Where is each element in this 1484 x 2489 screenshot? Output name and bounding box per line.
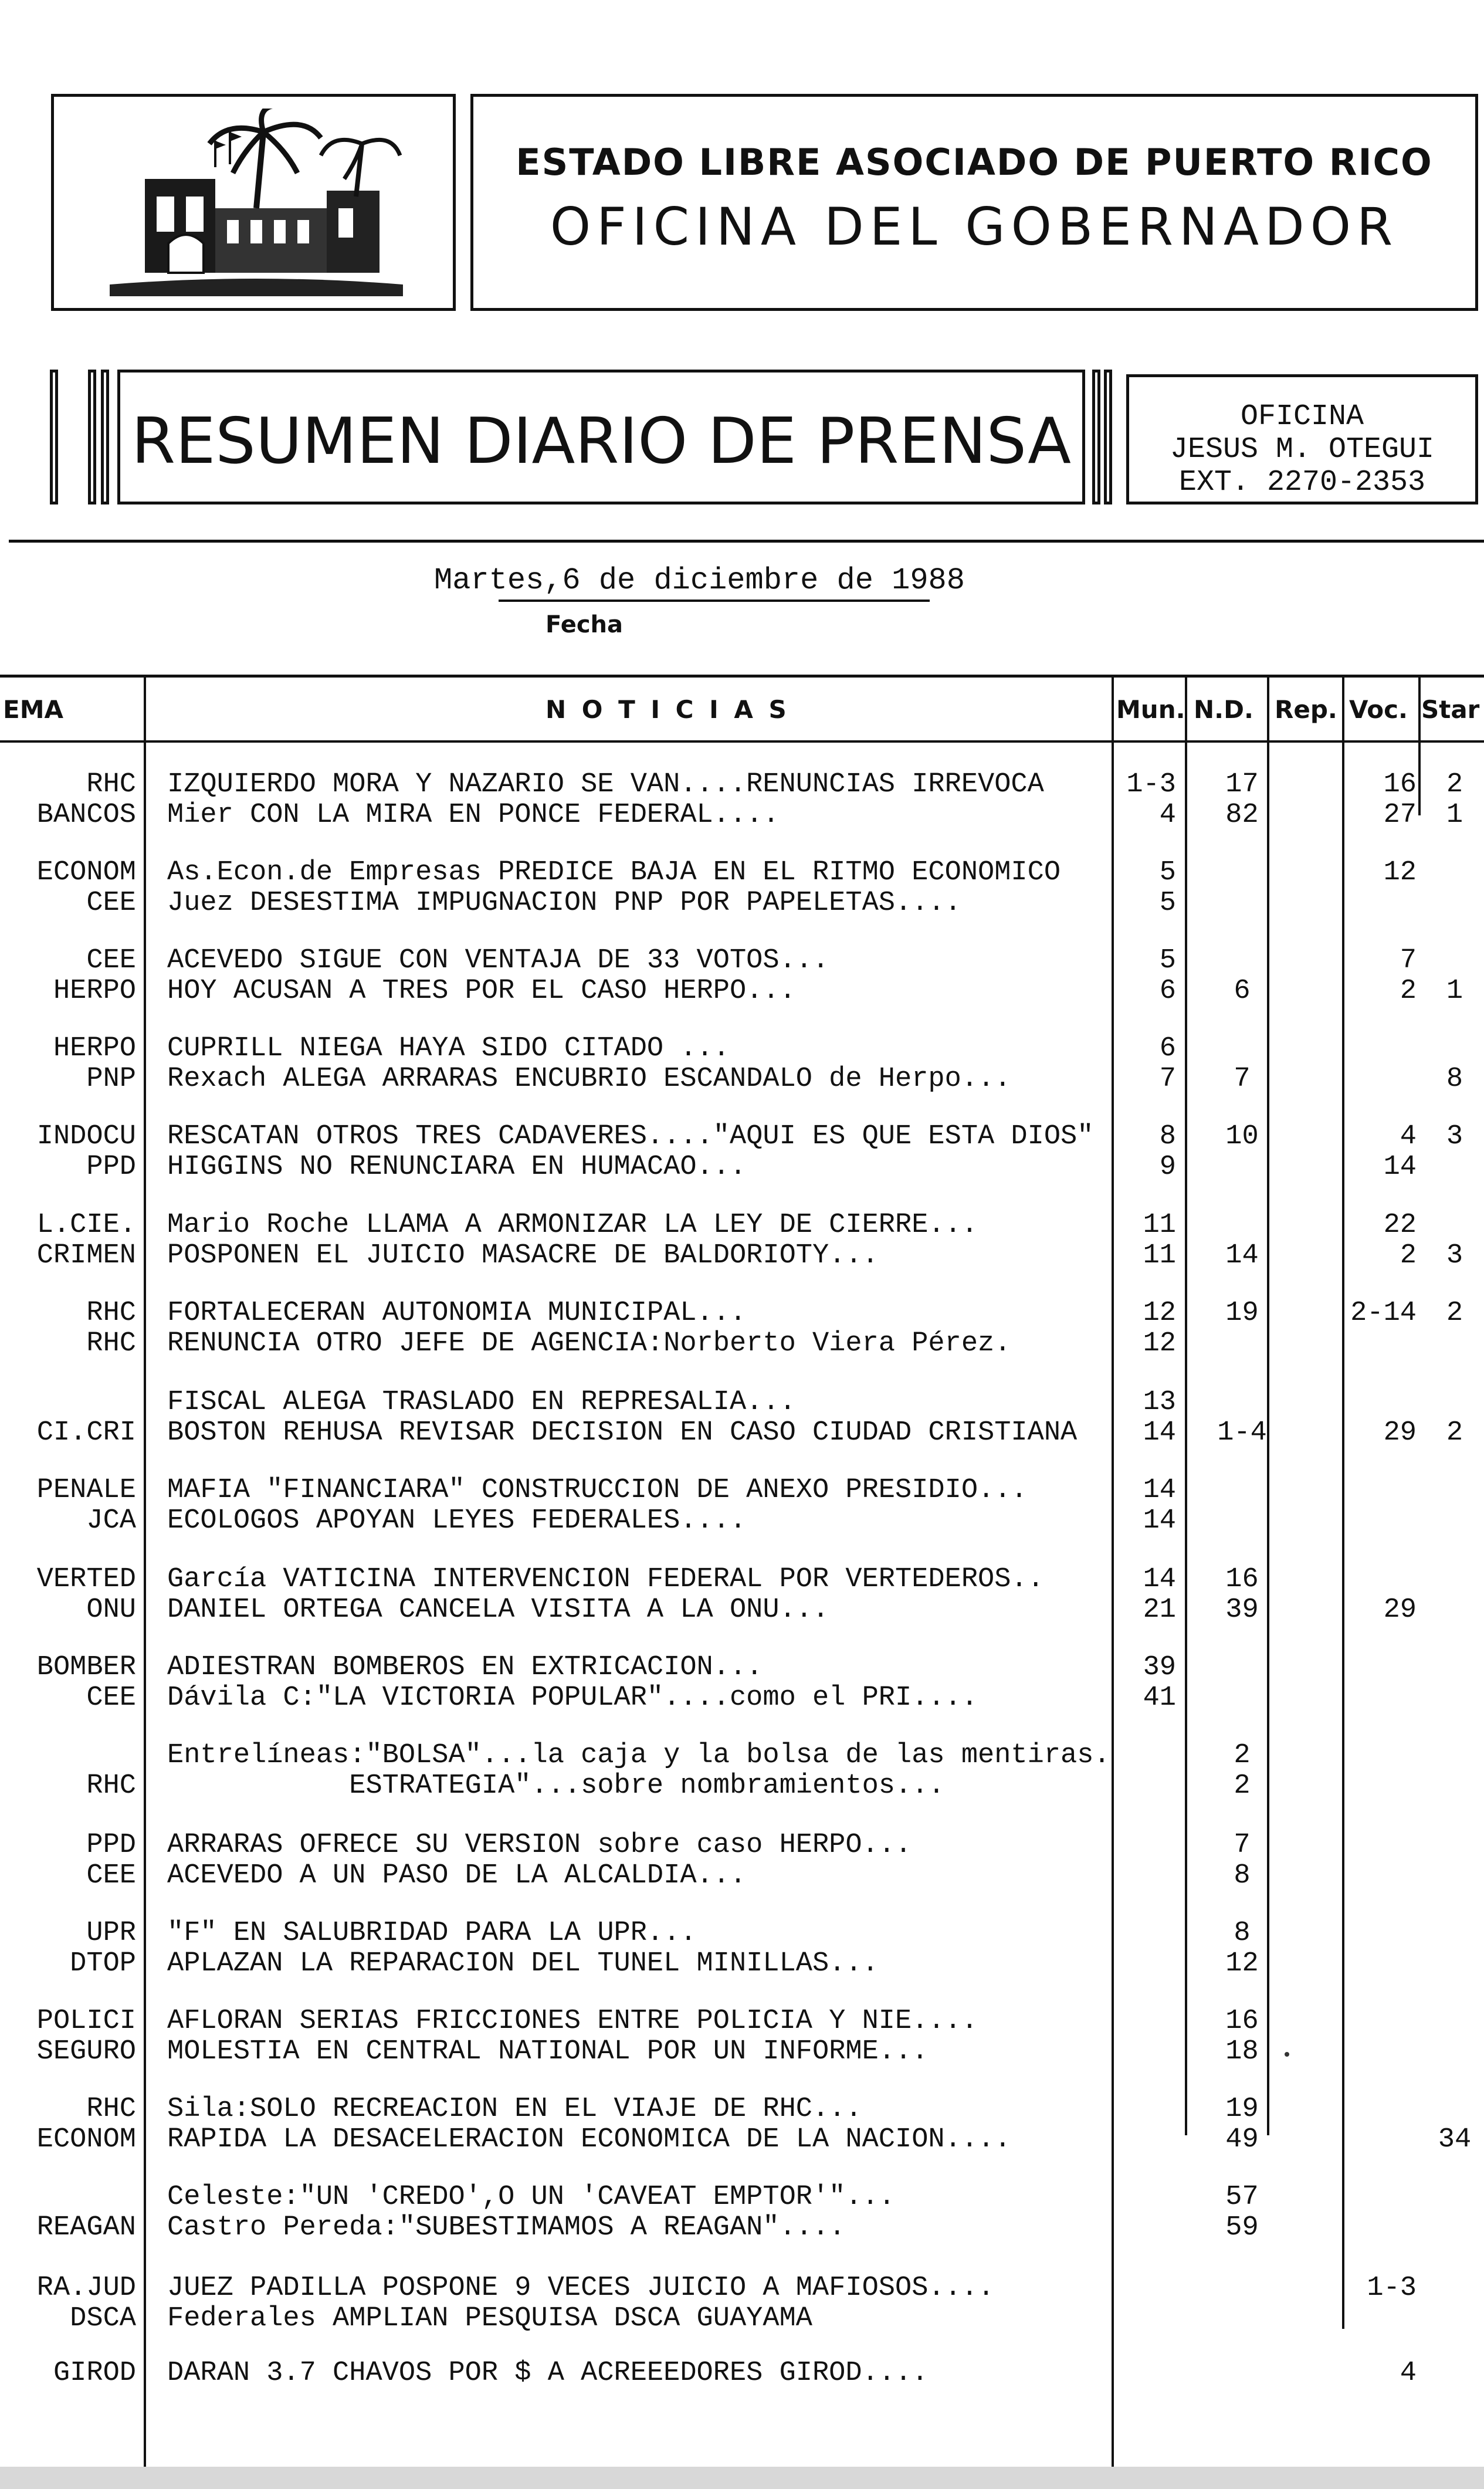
cell-tema: RHC xyxy=(86,2094,136,2125)
cell-rep xyxy=(1273,800,1343,831)
cell-voc xyxy=(1346,1652,1417,1683)
cell-nd: 59 xyxy=(1225,2212,1259,2243)
cell-tema: PPD xyxy=(86,1830,136,1861)
cell-tema: PPD xyxy=(86,1152,136,1183)
cell-rep xyxy=(1273,858,1343,888)
cell-voc xyxy=(1346,2006,1417,2037)
cell-nd: 10 xyxy=(1225,1121,1259,1152)
cell-nd: 16 xyxy=(1225,1564,1259,1595)
fortaleza-logo-icon xyxy=(110,109,403,296)
cell-tema: RHC xyxy=(86,1328,136,1359)
cell-title: DARAN 3.7 CHAVOS POR $ A ACREEEDORES GIROD.... xyxy=(167,2358,929,2389)
cell-title: MOLESTIA EN CENTRAL NATIONAL POR UN INFORME... xyxy=(167,2036,929,2067)
cell-mun: 14 xyxy=(1143,1564,1176,1595)
cell-star: 2 xyxy=(1446,1417,1463,1448)
cell-title: García VATICINA INTERVENCION FEDERAL POR VERTEDEROS.. xyxy=(167,1564,1044,1595)
cell-star xyxy=(1425,2304,1484,2334)
cell-mun: 5 xyxy=(1159,888,1176,919)
cell-star xyxy=(1425,1595,1484,1626)
cell-mun: 39 xyxy=(1143,1652,1176,1683)
cell-title: CUPRILL NIEGA HAYA SIDO CITADO ... xyxy=(167,1033,730,1064)
header-noticias: N O T I C I A S xyxy=(546,695,790,724)
cell-voc xyxy=(1346,2213,1417,2243)
cell-rep xyxy=(1273,1652,1343,1683)
cell-voc xyxy=(1346,1918,1417,1949)
cell-star xyxy=(1425,1652,1484,1683)
cell-title: ARRARAS OFRECE SU VERSION sobre caso HERPO... xyxy=(167,1830,912,1861)
date-underline xyxy=(499,600,930,602)
cell-title: AFLORAN SERIAS FRICCIONES ENTRE POLICIA Y NIE.... xyxy=(167,2006,978,2037)
cell-mun: 13 xyxy=(1143,1387,1176,1418)
cell-voc xyxy=(1346,1506,1417,1536)
cell-voc: 2 xyxy=(1400,1240,1417,1271)
left-decor-bar xyxy=(101,370,109,504)
header-voc: Voc. xyxy=(1349,695,1408,724)
cell-nd: 1-4 xyxy=(1217,1417,1267,1448)
cell-mun xyxy=(1103,1771,1176,1801)
cell-mun: 11 xyxy=(1143,1210,1176,1241)
cell-title: APLAZAN LA REPARACION DEL TUNEL MINILLAS... xyxy=(167,1948,879,1979)
cell-tema: RA.JUD xyxy=(36,2273,136,2304)
cell-mun xyxy=(1103,2213,1176,2243)
cell-nd: 18 xyxy=(1225,2036,1259,2067)
report-date: Martes,6 de diciembre de 1988 xyxy=(434,563,965,598)
cell-voc: 4 xyxy=(1400,1121,1417,1152)
cell-star: 3 xyxy=(1446,1240,1463,1271)
cell-rep xyxy=(1273,1418,1343,1448)
office-name: OFICINA DEL GOBERNADOR xyxy=(550,197,1399,257)
cell-title: ESTRATEGIA"...sobre nombramientos... xyxy=(167,1770,945,1801)
cell-tema: RHC xyxy=(86,769,136,800)
cell-title: Celeste:"UN 'CREDO',O UN 'CAVEAT EMPTOR'"... xyxy=(167,2182,896,2213)
cell-rep xyxy=(1273,1506,1343,1536)
cell-star xyxy=(1425,1683,1484,1713)
cell-voc xyxy=(1346,1740,1417,1771)
cell-tema: ECONOM xyxy=(36,2124,136,2155)
cell-tema xyxy=(0,2182,136,2213)
stray-mark xyxy=(1285,2052,1289,2057)
cell-mun xyxy=(1103,2358,1176,2389)
date-label: Fecha xyxy=(546,611,624,638)
cell-mun: 1-3 xyxy=(1126,769,1176,800)
cell-mun xyxy=(1103,1949,1176,1979)
cell-rep xyxy=(1273,1475,1343,1506)
cell-nd: 12 xyxy=(1225,1948,1259,1979)
cell-star xyxy=(1425,2037,1484,2067)
cell-mun: 6 xyxy=(1159,976,1176,1007)
cell-mun xyxy=(1103,1861,1176,1891)
cell-tema: DTOP xyxy=(70,1948,136,1979)
cell-star: 1 xyxy=(1446,800,1463,831)
cell-voc xyxy=(1346,1475,1417,1506)
column-divider xyxy=(144,675,146,2478)
header-star: Star xyxy=(1421,695,1480,724)
government-header xyxy=(470,94,1478,311)
cell-rep xyxy=(1273,946,1343,976)
cell-voc: 29 xyxy=(1383,1417,1417,1448)
cell-title: IZQUIERDO MORA Y NAZARIO SE VAN....RENUNCIAS IRREVOCA xyxy=(167,769,1044,800)
cell-mun: 12 xyxy=(1143,1328,1176,1359)
cell-voc: 7 xyxy=(1400,945,1417,976)
cell-mun xyxy=(1103,2304,1176,2334)
cell-star xyxy=(1425,858,1484,888)
cell-voc: 14 xyxy=(1383,1152,1417,1183)
cell-tema: CEE xyxy=(86,1860,136,1891)
cell-title: RAPIDA LA DESACELERACION ECONOMICA DE LA NACION.... xyxy=(167,2124,1011,2155)
cell-rep xyxy=(1273,1034,1343,1064)
header-tema: EMA xyxy=(3,695,63,724)
cell-title: RESCATAN OTROS TRES CADAVERES...."AQUI ES QUE ESTA DIOS" xyxy=(167,1121,1094,1152)
cell-rep xyxy=(1273,1064,1343,1095)
cell-title: FISCAL ALEGA TRASLADO EN REPRESALIA... xyxy=(167,1387,796,1418)
cell-nd: 39 xyxy=(1225,1594,1259,1626)
cell-voc xyxy=(1346,1830,1417,1861)
cell-voc: 4 xyxy=(1400,2358,1417,2389)
cell-mun: 6 xyxy=(1159,1033,1176,1064)
cell-tema: CRIMEN xyxy=(36,1240,136,1271)
cell-star xyxy=(1425,1771,1484,1801)
cell-star: 2 xyxy=(1446,1298,1463,1329)
cell-voc xyxy=(1346,1329,1417,1359)
cell-rep xyxy=(1273,1210,1343,1241)
state-name: ESTADO LIBRE ASOCIADO DE PUERTO RICO xyxy=(516,141,1433,184)
cell-nd: 6 xyxy=(1234,976,1251,1007)
cell-mun: 8 xyxy=(1159,1121,1176,1152)
cell-voc xyxy=(1346,1064,1417,1095)
cell-star xyxy=(1425,2273,1484,2304)
cell-tema: UPR xyxy=(86,1918,136,1949)
cell-rep xyxy=(1273,888,1343,919)
cell-title: JUEZ PADILLA POSPONE 9 VECES JUICIO A MAFIOSOS.... xyxy=(167,2273,995,2304)
cell-title: ACEVEDO A UN PASO DE LA ALCALDIA... xyxy=(167,1860,747,1891)
header-rep: Rep. xyxy=(1275,695,1337,724)
cell-star xyxy=(1425,2094,1484,2125)
cell-tema: JCA xyxy=(86,1505,136,1536)
cell-nd: 19 xyxy=(1225,1298,1259,1329)
cell-nd: 14 xyxy=(1225,1240,1259,1271)
header-mun: Mun. xyxy=(1116,695,1185,724)
cell-tema xyxy=(0,1740,136,1771)
table-top-border xyxy=(0,675,1484,678)
header-nd: N.D. xyxy=(1194,695,1253,724)
cell-star: 8 xyxy=(1446,1064,1463,1095)
cell-voc xyxy=(1346,2125,1417,2155)
cell-tema: PNP xyxy=(86,1064,136,1095)
cell-mun: 14 xyxy=(1143,1475,1176,1506)
cell-mun xyxy=(1103,1740,1176,1771)
cell-star xyxy=(1425,1918,1484,1949)
cell-mun: 11 xyxy=(1143,1240,1176,1271)
cell-tema: VERTED xyxy=(36,1564,136,1595)
cell-title: ACEVEDO SIGUE CON VENTAJA DE 33 VOTOS... xyxy=(167,945,829,976)
cell-title: Sila:SOLO RECREACION EN EL VIAJE DE RHC... xyxy=(167,2094,862,2125)
cell-voc xyxy=(1346,2304,1417,2334)
cell-tema: POLICI xyxy=(36,2006,136,2037)
cell-rep xyxy=(1273,770,1343,800)
cell-title: Castro Pereda:"SUBESTIMAMOS A REAGAN".... xyxy=(167,2212,846,2243)
cell-rep xyxy=(1273,1387,1343,1418)
cell-nd: 8 xyxy=(1234,1860,1251,1891)
cell-star xyxy=(1425,1387,1484,1418)
cell-tema: INDOCU xyxy=(36,1121,136,1152)
cell-star: 1 xyxy=(1446,976,1463,1007)
cell-voc: 29 xyxy=(1383,1594,1417,1626)
cell-tema: GIROD xyxy=(53,2358,136,2389)
cell-nd: 49 xyxy=(1225,2124,1259,2155)
table-header-border xyxy=(0,740,1484,743)
report-title: RESUMEN DIARIO DE PRENSA xyxy=(131,405,1071,478)
cell-mun: 14 xyxy=(1143,1417,1176,1448)
cell-star xyxy=(1425,1034,1484,1064)
right-decor-bar xyxy=(1104,370,1112,504)
right-decor-bar xyxy=(1092,370,1100,504)
cell-rep xyxy=(1273,2273,1343,2304)
cell-title: Dávila C:"LA VICTORIA POPULAR"....como el PRI.... xyxy=(167,1682,978,1713)
cell-title: ADIESTRAN BOMBEROS EN EXTRICACION... xyxy=(167,1652,763,1683)
cell-rep xyxy=(1273,1683,1343,1713)
cell-title: Entrelíneas:"BOLSA"...la caja y la bolsa de las mentiras. xyxy=(167,1740,1110,1771)
cell-nd: 8 xyxy=(1234,1918,1251,1949)
cell-nd: 2 xyxy=(1234,1770,1251,1801)
cell-voc: 2 xyxy=(1400,976,1417,1007)
cell-voc xyxy=(1346,1564,1417,1595)
cell-rep xyxy=(1273,2213,1343,2243)
cell-star xyxy=(1425,1329,1484,1359)
cell-title: RENUNCIA OTRO JEFE DE AGENCIA:Norberto Viera Pérez. xyxy=(167,1328,1011,1359)
cell-mun xyxy=(1103,1918,1176,1949)
cell-rep xyxy=(1273,2182,1343,2213)
cell-tema: BANCOS xyxy=(36,800,136,831)
cell-tema: ECONOM xyxy=(36,857,136,888)
cell-rep xyxy=(1273,1595,1343,1626)
cell-tema: DSCA xyxy=(70,2303,136,2334)
cell-voc xyxy=(1346,1771,1417,1801)
cell-star xyxy=(1425,2006,1484,2037)
cell-star xyxy=(1425,2358,1484,2389)
cell-star xyxy=(1425,1740,1484,1771)
cell-tema: HERPO xyxy=(53,1033,136,1064)
cell-mun: 4 xyxy=(1159,800,1176,831)
cell-rep xyxy=(1273,1830,1343,1861)
cell-mun xyxy=(1103,2006,1176,2037)
cell-voc xyxy=(1346,1949,1417,1979)
cell-rep xyxy=(1273,2125,1343,2155)
cell-nd: 7 xyxy=(1234,1830,1251,1861)
cell-title: Mario Roche LLAMA A ARMONIZAR LA LEY DE CIERRE... xyxy=(167,1210,978,1241)
cell-voc xyxy=(1346,2037,1417,2067)
cell-mun xyxy=(1103,2125,1176,2155)
cell-nd: 7 xyxy=(1234,1064,1251,1095)
cell-star xyxy=(1425,1506,1484,1536)
cell-star xyxy=(1425,1949,1484,1979)
contact-name: JESUS M. OTEGUI xyxy=(1170,433,1435,466)
cell-voc: 27 xyxy=(1383,800,1417,831)
cell-voc xyxy=(1346,1034,1417,1064)
contact-info xyxy=(1129,401,1475,499)
cell-title: Federales AMPLIAN PESQUISA DSCA GUAYAMA xyxy=(167,2303,812,2334)
cell-voc xyxy=(1346,2182,1417,2213)
cell-voc: 12 xyxy=(1383,857,1417,888)
cell-nd: 16 xyxy=(1225,2006,1259,2037)
cell-title: FORTALECERAN AUTONOMIA MUNICIPAL... xyxy=(167,1298,747,1329)
cell-rep xyxy=(1273,1771,1343,1801)
column-divider xyxy=(1418,675,1421,815)
cell-tema: ONU xyxy=(86,1594,136,1626)
cell-voc: 16 xyxy=(1383,769,1417,800)
cell-tema: CEE xyxy=(86,945,136,976)
cell-rep xyxy=(1273,1152,1343,1183)
cell-title: "F" EN SALUBRIDAD PARA LA UPR... xyxy=(167,1918,697,1949)
cell-title: HIGGINS NO RENUNCIARA EN HUMACAO... xyxy=(167,1152,747,1183)
cell-mun xyxy=(1103,1830,1176,1861)
cell-mun: 7 xyxy=(1159,1064,1176,1095)
cell-title: MAFIA "FINANCIARA" CONSTRUCCION DE ANEXO PRESIDIO... xyxy=(167,1475,1028,1506)
cell-star xyxy=(1425,1210,1484,1241)
cell-rep xyxy=(1273,2006,1343,2037)
cell-star xyxy=(1425,1830,1484,1861)
cell-star: 3 xyxy=(1446,1121,1463,1152)
left-decor-bar xyxy=(88,370,96,504)
cell-rep xyxy=(1273,1564,1343,1595)
cell-tema: CEE xyxy=(86,888,136,919)
cell-star xyxy=(1425,1564,1484,1595)
cell-tema xyxy=(0,1387,136,1418)
cell-rep xyxy=(1273,1740,1343,1771)
cell-rep xyxy=(1273,1122,1343,1152)
cell-star xyxy=(1425,888,1484,919)
cell-star xyxy=(1425,2213,1484,2243)
cell-tema: SEGURO xyxy=(36,2036,136,2067)
cell-rep xyxy=(1273,2358,1343,2389)
cell-mun xyxy=(1103,2037,1176,2067)
cell-rep xyxy=(1273,1329,1343,1359)
cell-tema: BOMBER xyxy=(36,1652,136,1683)
cell-tema: PENALE xyxy=(36,1475,136,1506)
cell-rep xyxy=(1273,1949,1343,1979)
cell-title: BOSTON REHUSA REVISAR DECISION EN CASO CIUDAD CRISTIANA xyxy=(167,1417,1078,1448)
contact-office: OFICINA xyxy=(1240,400,1364,434)
cell-mun: 9 xyxy=(1159,1152,1176,1183)
cell-mun xyxy=(1103,2094,1176,2125)
cell-voc xyxy=(1346,1387,1417,1418)
cell-star: 34 xyxy=(1438,2124,1472,2155)
cell-voc: 1-3 xyxy=(1367,2273,1417,2304)
cell-voc xyxy=(1346,1683,1417,1713)
cell-title: Rexach ALEGA ARRARAS ENCUBRIO ESCANDALO de Herpo... xyxy=(167,1064,1011,1095)
cell-mun: 14 xyxy=(1143,1505,1176,1536)
cell-nd: 17 xyxy=(1225,769,1259,800)
cell-star: 2 xyxy=(1446,769,1463,800)
cell-tema: L.CIE. xyxy=(36,1210,136,1241)
contact-box xyxy=(1126,374,1478,504)
cell-nd: 57 xyxy=(1225,2182,1259,2213)
scan-edge xyxy=(0,2467,1484,2489)
cell-title: DANIEL ORTEGA CANCELA VISITA A LA ONU... xyxy=(167,1594,829,1626)
cell-rep xyxy=(1273,1241,1343,1271)
cell-title: ECOLOGOS APOYAN LEYES FEDERALES.... xyxy=(167,1505,747,1536)
cell-rep xyxy=(1273,1861,1343,1891)
cell-title: HOY ACUSAN A TRES POR EL CASO HERPO... xyxy=(167,976,796,1007)
contact-extension: EXT. 2270-2353 xyxy=(1178,466,1426,499)
cell-rep xyxy=(1273,2037,1343,2067)
cell-rep xyxy=(1273,1298,1343,1329)
report-title-frame xyxy=(117,370,1085,504)
cell-tema: CI.CRI xyxy=(36,1417,136,1448)
cell-mun xyxy=(1103,2182,1176,2213)
cell-rep xyxy=(1273,2094,1343,2125)
cell-voc xyxy=(1346,888,1417,919)
cell-tema: RHC xyxy=(86,1770,136,1801)
cell-star xyxy=(1425,1475,1484,1506)
cell-nd: 2 xyxy=(1234,1740,1251,1771)
cell-title: As.Econ.de Empresas PREDICE BAJA EN EL RITMO ECONOMICO xyxy=(167,857,1061,888)
cell-tema: CEE xyxy=(86,1682,136,1713)
cell-mun: 5 xyxy=(1159,857,1176,888)
cell-mun xyxy=(1103,2273,1176,2304)
cell-title: Juez DESESTIMA IMPUGNACION PNP POR PAPELETAS.... xyxy=(167,888,961,919)
cell-voc: 22 xyxy=(1383,1210,1417,1241)
cell-star xyxy=(1425,1861,1484,1891)
header-divider xyxy=(9,540,1484,543)
cell-voc xyxy=(1346,2094,1417,2125)
logo-frame xyxy=(51,94,456,311)
cell-voc xyxy=(1346,1861,1417,1891)
cell-star xyxy=(1425,1152,1484,1183)
cell-star xyxy=(1425,946,1484,976)
cell-star xyxy=(1425,2182,1484,2213)
cell-nd: 82 xyxy=(1225,800,1259,831)
cell-rep xyxy=(1273,976,1343,1007)
cell-title: POSPONEN EL JUICIO MASACRE DE BALDORIOTY... xyxy=(167,1240,879,1271)
cell-mun: 12 xyxy=(1143,1298,1176,1329)
cell-rep xyxy=(1273,2304,1343,2334)
cell-tema: REAGAN xyxy=(36,2212,136,2243)
cell-mun: 41 xyxy=(1143,1682,1176,1713)
cell-nd: 19 xyxy=(1225,2094,1259,2125)
cell-rep xyxy=(1273,1918,1343,1949)
cell-title: Mier CON LA MIRA EN PONCE FEDERAL.... xyxy=(167,800,780,831)
left-decor-bar xyxy=(50,370,58,504)
cell-tema: RHC xyxy=(86,1298,136,1329)
cell-mun: 5 xyxy=(1159,945,1176,976)
cell-voc: 2-14 xyxy=(1350,1298,1417,1329)
cell-tema: HERPO xyxy=(53,976,136,1007)
cell-mun: 21 xyxy=(1143,1594,1176,1626)
